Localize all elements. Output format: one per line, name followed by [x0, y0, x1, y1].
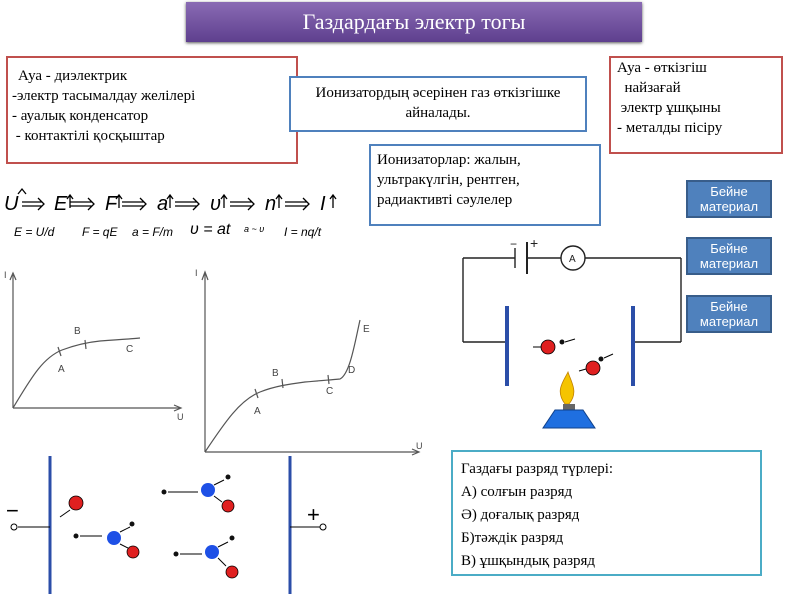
graph2-point-label: C: [326, 386, 334, 397]
ammeter-label: A: [569, 254, 576, 265]
conductor-box: [609, 56, 783, 154]
graph2-point-label: A: [254, 406, 261, 417]
ion-icon: [174, 536, 239, 579]
video-material-button-3[interactable]: Бейне материал: [686, 295, 772, 333]
conductor-line: найзағай: [617, 80, 681, 96]
dielectric-line: Ауа - диэлектрик: [18, 68, 128, 84]
iv-graph-2: [190, 262, 430, 462]
chain-symbol: E: [54, 193, 68, 215]
cathode-minus-sign: −: [6, 498, 19, 523]
graph2-point-label: B: [272, 368, 279, 379]
ionization-circuit: [455, 236, 685, 436]
chain-symbol: a: [157, 193, 169, 215]
formula-i-equation: I = nq/t: [284, 225, 322, 239]
discharge-types-box: [451, 450, 762, 576]
conductor-line: Ауа - өткізгіш: [617, 60, 707, 76]
graph1-point-label: B: [74, 326, 81, 337]
ion-icon: [74, 522, 140, 559]
formula-f-equation: F = qE: [82, 225, 118, 239]
discharge-line: В) ұшқындық разряд: [461, 553, 596, 569]
anode-plus-sign: +: [307, 502, 320, 527]
formula-proportional: a ~ υ: [244, 224, 265, 234]
ionizer-effect-box: [289, 76, 587, 132]
discharge-line: Ә) доғалық разряд: [461, 507, 580, 523]
page-title: Газдардағы электр тогы: [186, 2, 642, 42]
chain-symbol: n: [265, 193, 277, 215]
ionizer-effect-text: Ионизатордың әсерінен газ өткізгішке айналады.: [315, 85, 561, 121]
ion-icon: [162, 475, 235, 513]
discharge-line: Газдағы разряд түрлері:: [461, 461, 614, 477]
formula-a-equation: a = F/m: [132, 225, 174, 239]
chain-symbol: U: [4, 193, 19, 215]
formula-e-equation: E = U/d: [14, 225, 55, 239]
video-material-button-2[interactable]: Бейне материал: [686, 237, 772, 275]
graph1-x-label: U: [177, 412, 184, 420]
dielectric-line: - контактілі қосқыштар: [12, 128, 165, 144]
chain-symbol: I: [320, 193, 326, 215]
dielectric-line: - ауалық конденсатор: [12, 108, 149, 124]
discharge-line: А) солғын разряд: [461, 484, 573, 500]
dielectric-box: [6, 56, 298, 164]
graph2-point-label: D: [348, 365, 356, 376]
discharge-line: Б)тәждік разряд: [461, 530, 564, 546]
chain-symbol: F: [105, 193, 118, 215]
graph2-x-label: U: [416, 441, 423, 451]
graph1-y-label: I: [4, 270, 7, 280]
ionizers-box: [369, 144, 601, 226]
video-material-button-1[interactable]: Бейне материал: [686, 180, 772, 218]
ion-pair-icon: [533, 339, 575, 354]
conductor-line: электр ұшқыны: [617, 100, 721, 116]
iv-graph-1: [0, 260, 200, 420]
chain-symbol: υ: [210, 193, 221, 215]
ion-icon: [60, 496, 83, 517]
flame-burner-icon: [543, 372, 595, 428]
dielectric-line: -электр тасымалдау желілері: [12, 88, 196, 104]
conductor-line: - металды пісіру: [617, 120, 723, 136]
battery-minus-sign: −: [510, 237, 518, 251]
graph1-point-label: A: [58, 364, 65, 375]
ion-motion-diagram: [0, 452, 345, 597]
graph2-point-label: E: [363, 324, 370, 335]
ionizers-text: Ионизаторлар: жалын, ультракүлгін, рентген, радиактивті сәулелер: [377, 152, 521, 208]
graph1-point-label: C: [126, 344, 134, 355]
formula-chain: [0, 186, 380, 256]
formula-v-equation: υ = at: [190, 221, 231, 238]
graph2-y-label: I: [195, 268, 198, 278]
battery-plus-sign: +: [530, 236, 539, 251]
ion-pair-icon: [579, 354, 613, 375]
